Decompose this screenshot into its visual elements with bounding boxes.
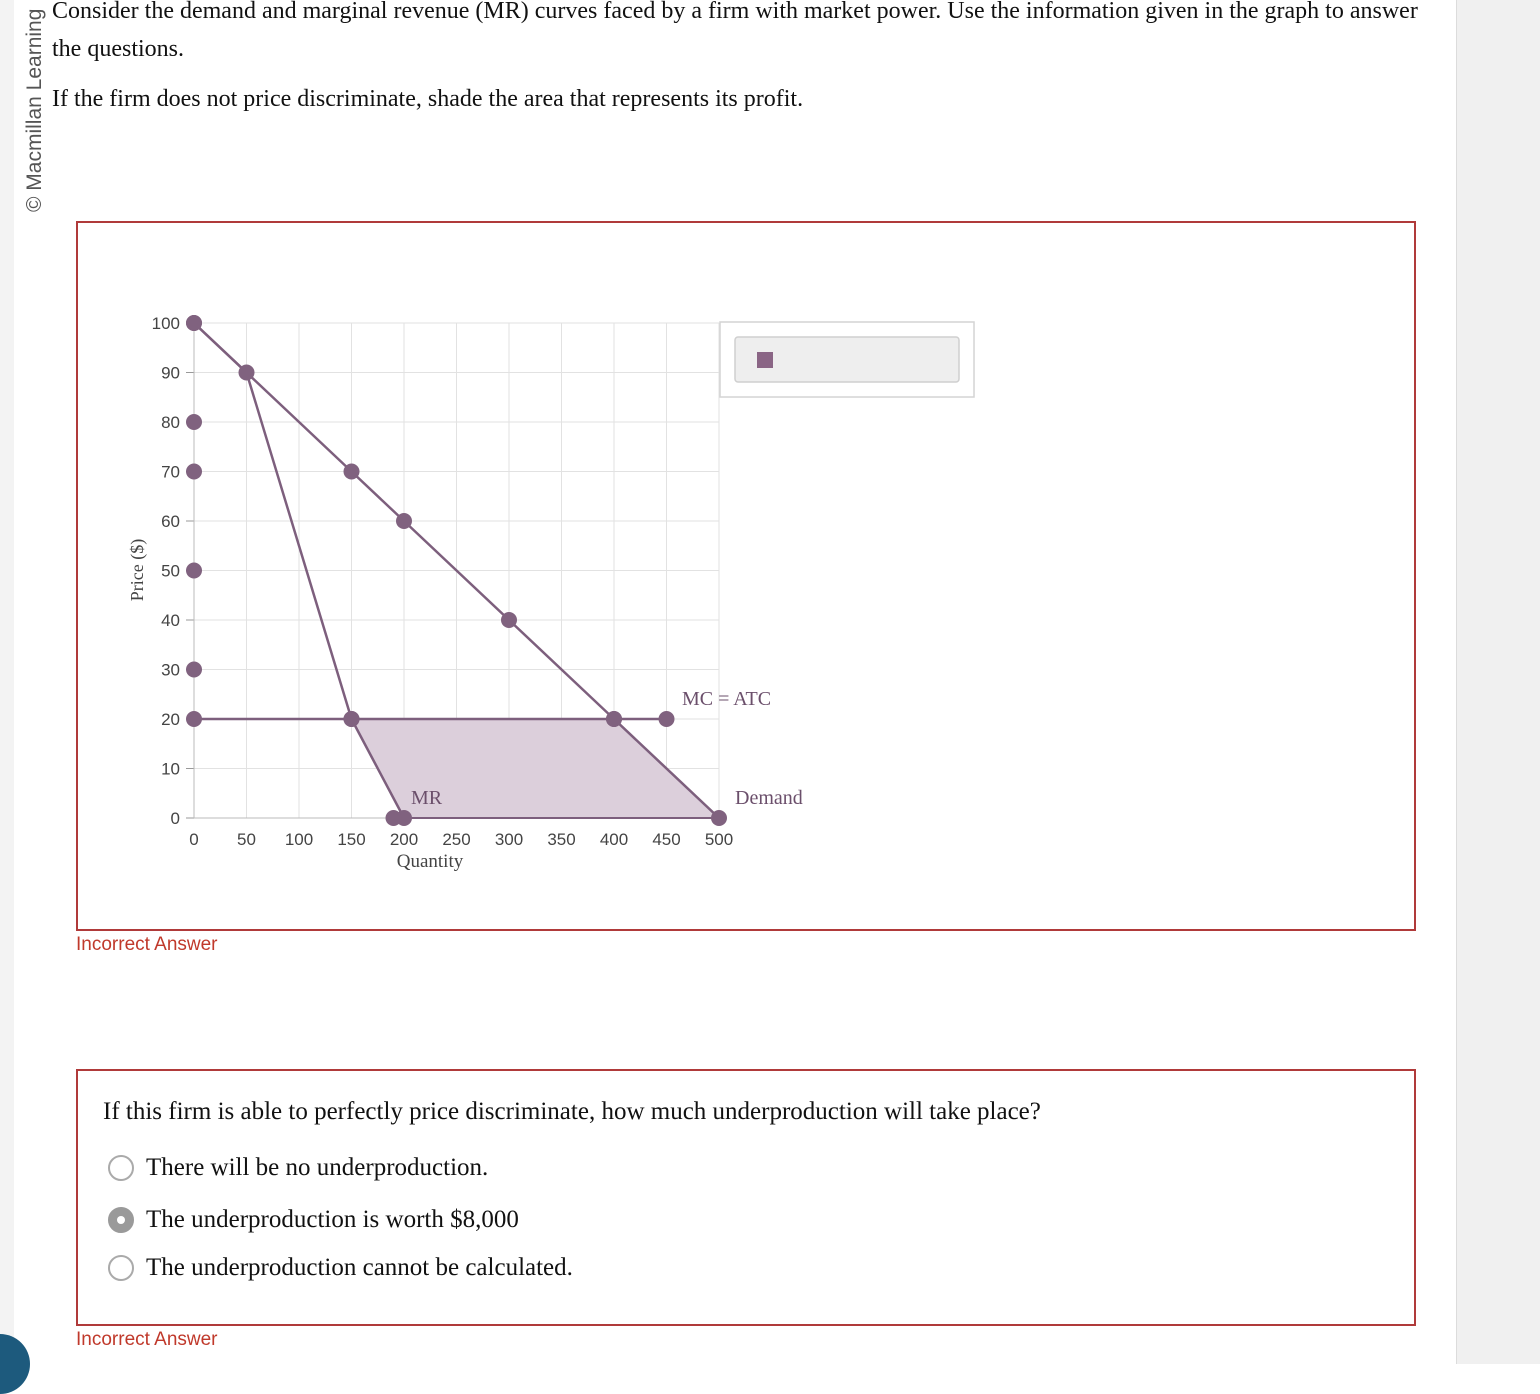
demand-point[interactable] (344, 464, 360, 480)
feedback-incorrect-1: Incorrect Answer (76, 934, 218, 955)
help-button[interactable] (0, 1334, 30, 1394)
draggable-point[interactable] (186, 464, 202, 480)
x-tick-label: 200 (389, 830, 419, 849)
shade-swatch-icon[interactable] (757, 352, 773, 368)
x-axis-label: Quantity (396, 851, 464, 872)
x-tick-label: 350 (547, 830, 576, 849)
draggable-point[interactable] (186, 563, 202, 579)
draggable-point[interactable] (186, 662, 202, 678)
y-tick-label: 10 (161, 759, 180, 779)
x-tick-label: 50 (237, 830, 256, 849)
copyright-label: © Macmillan Learning (23, 8, 46, 212)
mr-point[interactable] (239, 365, 255, 381)
profit-shaded-area[interactable] (352, 719, 720, 818)
option-no-underproduction[interactable] (108, 1152, 488, 1184)
feedback-incorrect-2: Incorrect Answer (76, 1329, 218, 1350)
y-tick-label: 0 (170, 809, 180, 828)
y-tick-label: 100 (151, 314, 180, 333)
mc-atc-point[interactable] (186, 711, 202, 727)
demand-point[interactable] (501, 612, 517, 628)
y-tick-label: 70 (161, 462, 180, 482)
x-tick-label: 500 (704, 830, 734, 849)
graph-panel[interactable] (76, 221, 1416, 931)
mc-atc-point[interactable] (659, 711, 675, 727)
radio-button[interactable] (108, 1255, 134, 1281)
option-label: There will be no underproduction. (146, 1154, 489, 1181)
y-tick-label: 40 (161, 611, 180, 630)
x-tick-label: 250 (442, 830, 471, 849)
economics-chart[interactable] (78, 223, 1414, 929)
labels-group (127, 539, 803, 872)
y-tick-label: 20 (161, 710, 180, 729)
mc-atc-point[interactable] (344, 711, 360, 727)
x-tick-label: 450 (652, 830, 681, 849)
intro-text: Consider the demand and marginal revenue (MR) curves faced by a firm with market power. Use the information given in the graph to answer the questions. (52, 0, 1418, 62)
mc-atc-curve-label: MC = ATC (682, 688, 772, 710)
y-tick-label: 30 (161, 660, 180, 680)
draggable-point[interactable] (186, 414, 202, 430)
radio-button[interactable] (108, 1155, 134, 1181)
x-tick-label: 300 (494, 830, 524, 849)
question-2-panel (76, 1069, 1416, 1326)
question-2-text: If this firm is able to perfectly price discriminate, how much underproduction will take place? (103, 1098, 1041, 1125)
profit-shaded-area-group[interactable] (352, 719, 720, 818)
y-tick-label: 50 (161, 561, 180, 581)
y-tick-label: 90 (161, 363, 180, 383)
y-axis-label: Price ($) (127, 538, 147, 602)
option-underproduction-8000[interactable] (108, 1204, 519, 1236)
x-tick-label: 400 (599, 830, 629, 849)
y-tick-label: 80 (161, 413, 180, 432)
option-label: The underproduction is worth $8,000 (146, 1206, 519, 1233)
y-tick-label: 60 (161, 512, 180, 531)
demand-curve-label: Demand (735, 787, 803, 809)
right-side-rail (1456, 0, 1540, 1364)
option-cannot-calculate[interactable] (108, 1252, 573, 1284)
question-1-text: If the firm does not price discriminate, shade the area that represents its profit. (52, 86, 804, 112)
legend-panel[interactable] (720, 322, 974, 397)
draggable-point[interactable] (386, 810, 402, 826)
mc-atc-point[interactable] (606, 711, 622, 727)
radio-button-selected[interactable] (108, 1207, 134, 1233)
demand-point[interactable] (396, 513, 412, 529)
mr-curve-label: MR (411, 787, 443, 809)
option-label: The underproduction cannot be calculated. (146, 1254, 573, 1281)
x-tick-label: 150 (337, 830, 366, 849)
left-margin-strip (0, 0, 14, 1364)
demand-point[interactable] (711, 810, 727, 826)
mr-point[interactable] (186, 315, 202, 331)
x-tick-label: 100 (284, 830, 314, 849)
x-tick-label: 0 (189, 830, 199, 849)
